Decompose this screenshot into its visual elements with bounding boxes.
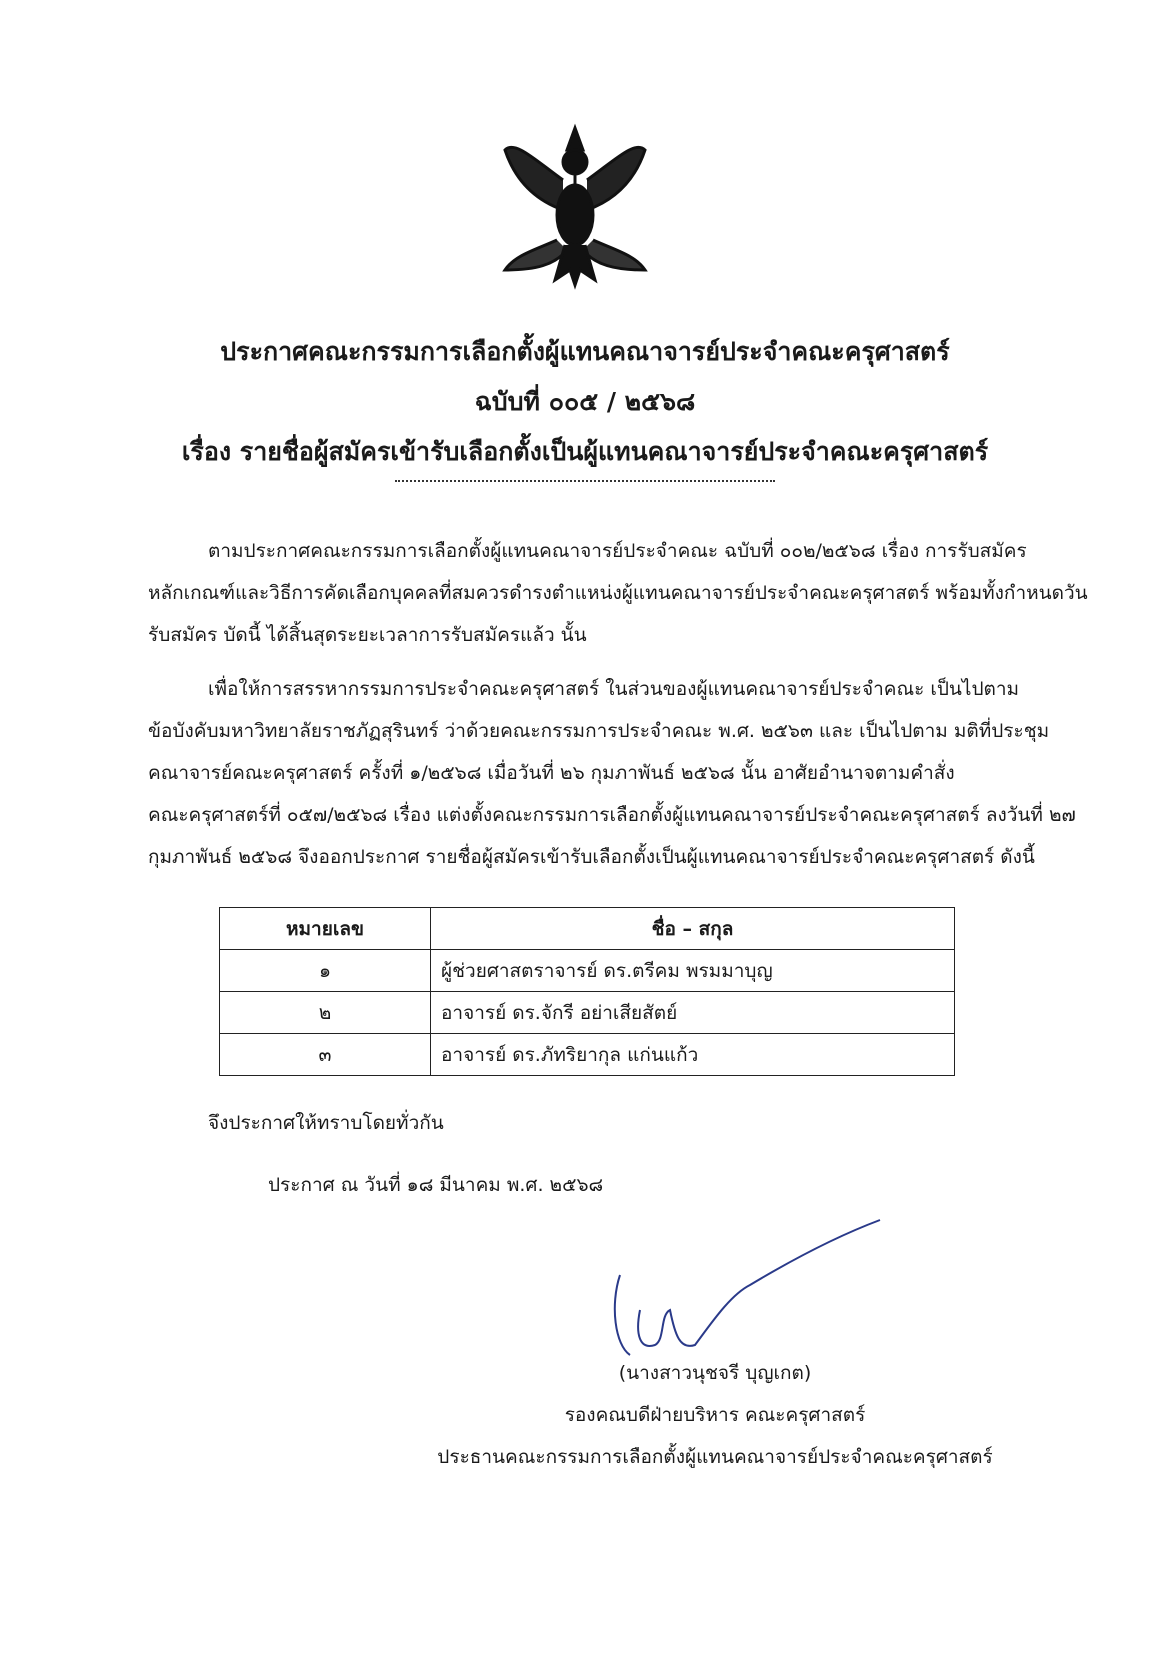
paragraph-2 xyxy=(148,668,1076,878)
closing-statement: จึงประกาศให้ทราบโดยทั่วกัน xyxy=(208,1112,444,1134)
paragraph-1-line: รับสมัคร บัดนี้ ได้สิ้นสุดระยะเวลาการรับสมัครแล้ว นั้น xyxy=(148,624,587,646)
announcement-number: ฉบับที่ ๐๐๕ / ๒๕๖๘ xyxy=(474,387,696,416)
candidate-number: ๓ xyxy=(220,1034,431,1076)
candidate-number: ๑ xyxy=(220,950,431,992)
paragraph-2-line: เพื่อให้การสรรหากรรมการประจำคณะครุศาสตร์ ในส่วนของผู้แทนคณาจารย์ประจำคณะ เป็นไปตาม xyxy=(208,678,1020,700)
paragraph-1 xyxy=(148,530,1088,656)
handwritten-signature xyxy=(600,1215,900,1365)
signatory-committee-role: ประธานคณะกรรมการเลือกตั้งผู้แทนคณาจารย์ประจำคณะครุศาสตร์ xyxy=(437,1446,993,1468)
candidate-name: อาจารย์ ดร.ภัทริยากุล แก่นแก้ว xyxy=(431,1034,955,1076)
signatory-position: รองคณบดีฝ่ายบริหาร คณะครุศาสตร์ xyxy=(564,1404,866,1426)
table-row xyxy=(220,950,955,992)
table-row xyxy=(220,992,955,1034)
signatory-name: (นางสาวนุชจรี บุญเกต) xyxy=(618,1362,812,1384)
announcement-title: ประกาศคณะกรรมการเลือกตั้งผู้แทนคณาจารย์ประจำคณะครุศาสตร์ xyxy=(220,337,950,366)
table-header-row xyxy=(220,908,955,950)
paragraph-2-line: กุมภาพันธ์ ๒๕๖๘ จึงออกประกาศ รายชื่อผู้สมัครเข้ารับเลือกตั้งเป็นผู้แทนคณาจารย์ประจำคณะครุศาสตร์ ดังนี้ xyxy=(148,846,1035,868)
header-number: หมายเลข xyxy=(220,908,431,950)
paragraph-1-line: ตามประกาศคณะกรรมการเลือกตั้งผู้แทนคณาจารย์ประจำคณะ ฉบับที่ ๐๐๒/๒๕๖๘ เรื่อง การรับสมัคร xyxy=(208,540,1027,562)
table-row xyxy=(220,1034,955,1076)
candidates-table xyxy=(219,907,955,1076)
paragraph-2-line: คณาจารย์คณะครุศาสตร์ ครั้งที่ ๑/๒๕๖๘ เมื่อวันที่ ๒๖ กุมภาพันธ์ ๒๕๖๘ นั้น อาศัยอำนาจตามคำสั่ง xyxy=(148,762,955,784)
paragraph-2-line: ข้อบังคับมหาวิทยาลัยราชภัฏสุรินทร์ ว่าด้วยคณะกรรมการประจำคณะ พ.ศ. ๒๕๖๓ และ เป็นไปตาม มติที่ประชุม xyxy=(148,720,1050,742)
paragraph-2-line: คณะครุศาสตร์ที่ ๐๕๗/๒๕๖๘ เรื่อง แต่งตั้งคณะกรรมการเลือกตั้งผู้แทนคณาจารย์ประจำคณะครุศาสตร์ ลงวันที่ ๒๗ xyxy=(148,804,1076,826)
header-name: ชื่อ – สกุล xyxy=(431,908,955,950)
title-separator xyxy=(395,480,775,482)
candidate-number: ๒ xyxy=(220,992,431,1034)
announcement-subject: เรื่อง รายชื่อผู้สมัครเข้ารับเลือกตั้งเป็นผู้แทนคณาจารย์ประจำคณะครุศาสตร์ xyxy=(181,437,989,466)
candidate-name: ผู้ช่วยศาสตราจารย์ ดร.ตรีคม พรมมาบุญ xyxy=(431,950,955,992)
announcement-date: ประกาศ ณ วันที่ ๑๘ มีนาคม พ.ศ. ๒๕๖๘ xyxy=(268,1174,604,1196)
garuda-emblem-icon xyxy=(495,120,655,290)
paragraph-1-line: หลักเกณฑ์และวิธีการคัดเลือกบุคคลที่สมควรดำรงตำแหน่งผู้แทนคณาจารย์ประจำคณะครุศาสตร์ พร้อมทั้งกำหนดวัน xyxy=(148,582,1088,604)
candidate-name: อาจารย์ ดร.จักรี อย่าเสียสัตย์ xyxy=(431,992,955,1034)
